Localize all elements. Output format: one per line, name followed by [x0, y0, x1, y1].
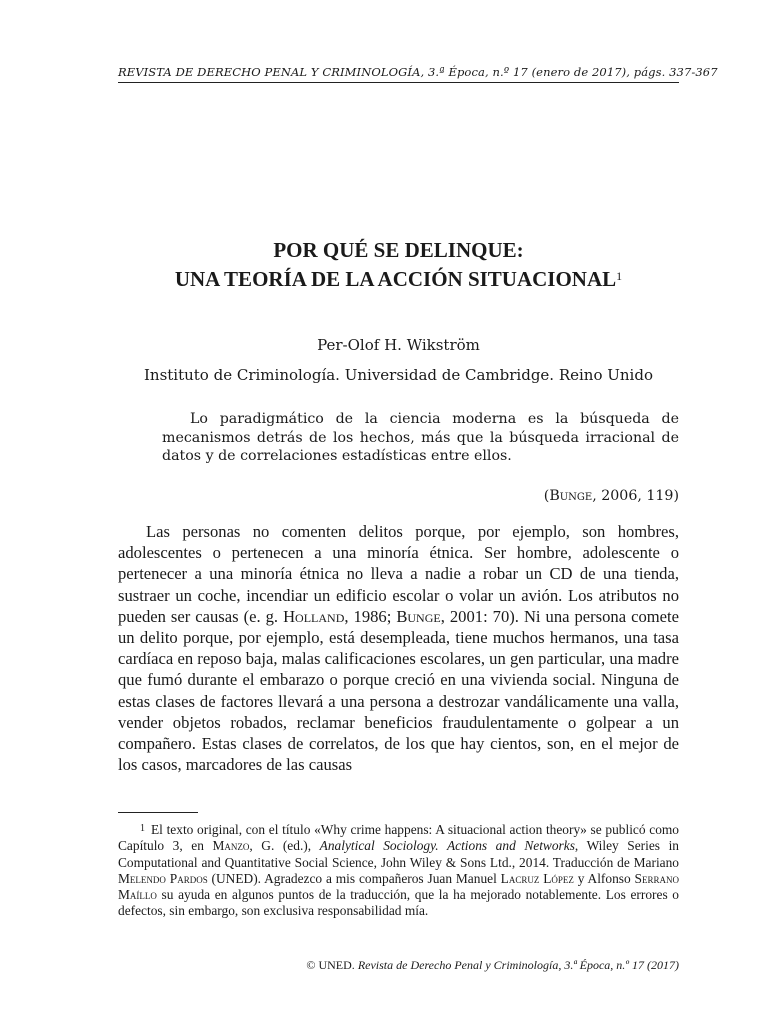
footnote [118, 822, 679, 920]
body-paragraph [118, 521, 679, 775]
epigraph-text: Lo paradigmático de la ciencia moderna es la búsqueda de mecanismos detrás de los hechos, más que la búsqueda irracional de datos y de correlaciones estadísticas entre ellos. [162, 411, 679, 464]
footnote-part-6: su ayuda en algunos puntos de la traducción, que la ha mejorado notablemente. Los errores o defectos, sin embargo, son exclusiva responsabilidad mía. [118, 887, 679, 919]
title-footnote-mark[interactable]: 1 [616, 269, 623, 283]
author-affiliation: Instituto de Criminología. Universidad de Cambridge. Reino Unido [143, 366, 653, 384]
body-text [118, 521, 679, 775]
body-part-1: Las personas no comenten delitos porque, por ejemplo, son hombres, adolescentes o pertenecen a una minoría étnica. Ser hombre, adolescente o pertenecer a una minoría étnica no lleva a nadie a robar un CD de una tienda, sustraer un coche, incendiar un edificio escolar o volar un avión. Los atributos no pueden ser causas (e. g. [118, 522, 679, 626]
page-footer [118, 958, 679, 973]
cite-open: ( [543, 488, 550, 504]
footnote-part-3: , Wiley Series in Computational and Quantitative Social Science, John Wiley & Sons Ltd., 2014. Traducción de Mariano [118, 838, 679, 870]
footnote-text [118, 822, 679, 920]
article-title [118, 236, 679, 294]
translator-name: Melendo Pardos [118, 870, 208, 886]
epigraph [162, 410, 679, 466]
author-name: Per-Olof H. Wikström [317, 336, 480, 354]
footnote-part-1: El texto original, con el título «Why crime happens: A situacional action theory» se publicó como Capítulo 3, en [118, 822, 679, 854]
title-line-2 [118, 265, 679, 294]
colleague-name-2: Serrano Maíllo [118, 870, 679, 903]
body-part-2: , 2001: 70). Ni una persona comete un delito porque, por ejemplo, está desempleada, tiene muchos hermanos, una tasa cardíaca en reposo baja, malas calificaciones escolares, un gen particular, una madre que fumó durante el embarazo o porque creció en una vivienda social. Ninguna de estas clases de factores llevará a una persona a destrozar vandálicamente una valla, vender objetos robados, reclamar beneficios fraudulentamente o golpear a un compañero. Estas clases de correlatos, de los que hay cientos, son, en el mejor de los casos, marcadores de las causas [118, 606, 680, 775]
title-line-1: POR QUÉ SE DELINQUE: [273, 238, 524, 262]
footnote-part-4: (UNED). Agradezco a mis compañeros Juan Manuel [207, 870, 501, 886]
editor-name: Manzo [212, 838, 250, 854]
footer-copyright: © UNED. [306, 958, 358, 972]
colleague-name-1: Lacruz López [500, 870, 574, 886]
ref-author-bunge: Bunge [396, 606, 441, 626]
footnote-rule [118, 812, 198, 813]
book-title: Analytical Sociology. Actions and Networks [319, 838, 575, 854]
header-rule [118, 82, 679, 83]
title-line-2-text: UNA TEORÍA DE LA ACCIÓN SITUACIONAL [174, 267, 617, 291]
ref-author-holland: Holland [283, 606, 345, 626]
cite-rest: , 2006, 119) [592, 488, 679, 504]
cite-author: Bunge [549, 488, 593, 504]
footnote-part-5: y Alfonso [573, 870, 635, 886]
footnote-mark: 1 [140, 823, 145, 834]
running-head: REVISTA DE DERECHO PENAL Y CRIMINOLOGÍA, 3.ª Época, n.º 17 (enero de 2017), págs. 337-367 [118, 65, 718, 79]
ref-year-1: , 1986; [344, 606, 397, 626]
epigraph-citation [162, 488, 679, 504]
footer-journal: Revista de Derecho Penal y Criminología, 3.ª Época, n.º 17 (2017) [357, 958, 679, 972]
footnote-part-2: , G. (ed.), [249, 838, 320, 854]
